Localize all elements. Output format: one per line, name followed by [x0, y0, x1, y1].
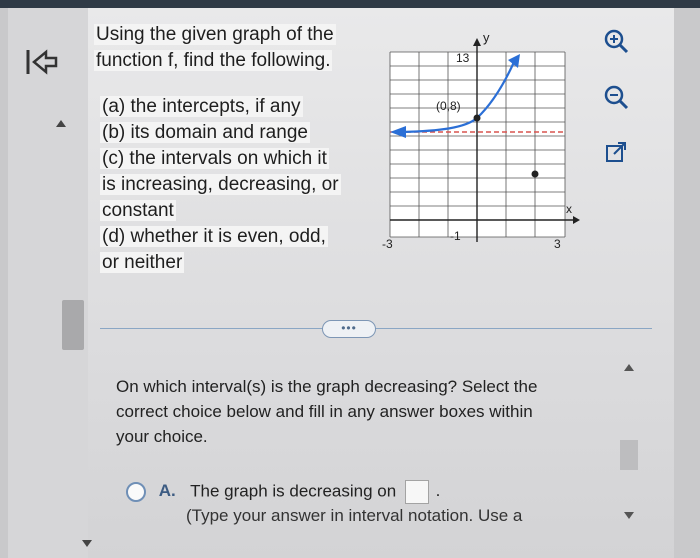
- question-parts: [94, 94, 364, 276]
- scrollbar-thumb[interactable]: [620, 440, 638, 470]
- scroll-down-icon[interactable]: [624, 512, 634, 519]
- graph-tools: [600, 28, 640, 196]
- y-axis-arrow: [473, 38, 481, 46]
- zoom-out-icon[interactable]: [600, 84, 632, 116]
- graph-point: [532, 171, 539, 178]
- section-divider: [100, 328, 652, 329]
- prompt-line-3: your choice.: [116, 427, 208, 446]
- more-button[interactable]: •••: [322, 320, 376, 338]
- y-axis-label: y: [483, 32, 490, 45]
- part-line: or neither: [102, 252, 183, 273]
- choice-a-period: .: [435, 481, 441, 501]
- open-external-icon[interactable]: [600, 140, 632, 172]
- choice-a-radio[interactable]: [126, 482, 146, 502]
- part-line: is increasing, decreasing, or: [102, 174, 339, 195]
- x-axis-label: x: [566, 202, 572, 216]
- left-rail: [8, 8, 88, 558]
- part-line: (d) whether it is even, odd,: [102, 226, 326, 247]
- x-mid-tick-label: -1: [450, 229, 461, 243]
- graph-svg: [380, 32, 590, 262]
- point-label: (0,8): [436, 99, 461, 113]
- scroll-up-icon[interactable]: [624, 364, 634, 371]
- prompt-line-1: On which interval(s) is the graph decreasing? Select the: [116, 377, 538, 396]
- y-top-tick-label: 13: [456, 51, 470, 65]
- back-to-question-icon[interactable]: [22, 42, 62, 82]
- choice-a-letter: A.: [158, 481, 176, 501]
- question-prompt: [116, 374, 596, 449]
- x-right-tick-label: 3: [554, 237, 561, 251]
- x-axis-arrow: [573, 216, 580, 224]
- rail-scroll-up-icon[interactable]: [56, 120, 66, 127]
- title-line-2: function f, find the following.: [96, 50, 331, 71]
- prompt-line-2: correct choice below and fill in any answer boxes within: [116, 402, 533, 421]
- title-line-1: Using the given graph of the: [96, 24, 334, 45]
- zoom-in-icon[interactable]: [600, 28, 632, 60]
- point-0-8: [474, 115, 481, 122]
- rail-scrollbar[interactable]: [62, 300, 84, 350]
- part-line: (c) the intervals on which it: [102, 148, 327, 169]
- x-left-tick-label: -3: [382, 237, 393, 251]
- part-line: (b) its domain and range: [102, 122, 308, 143]
- rail-scroll-down-icon[interactable]: [82, 540, 92, 547]
- top-bar: [0, 0, 700, 8]
- part-line: (a) the intercepts, if any: [102, 96, 301, 117]
- choice-a-hint: (Type your answer in interval notation. Use a: [186, 506, 523, 525]
- choice-a-text: The graph is decreasing on: [190, 481, 397, 501]
- function-graph: [380, 32, 590, 262]
- part-line: constant: [102, 200, 174, 221]
- choice-a-answer-box[interactable]: [405, 480, 429, 504]
- question-text: [94, 22, 364, 276]
- choice-a[interactable]: [126, 480, 440, 504]
- question-title: [94, 22, 364, 74]
